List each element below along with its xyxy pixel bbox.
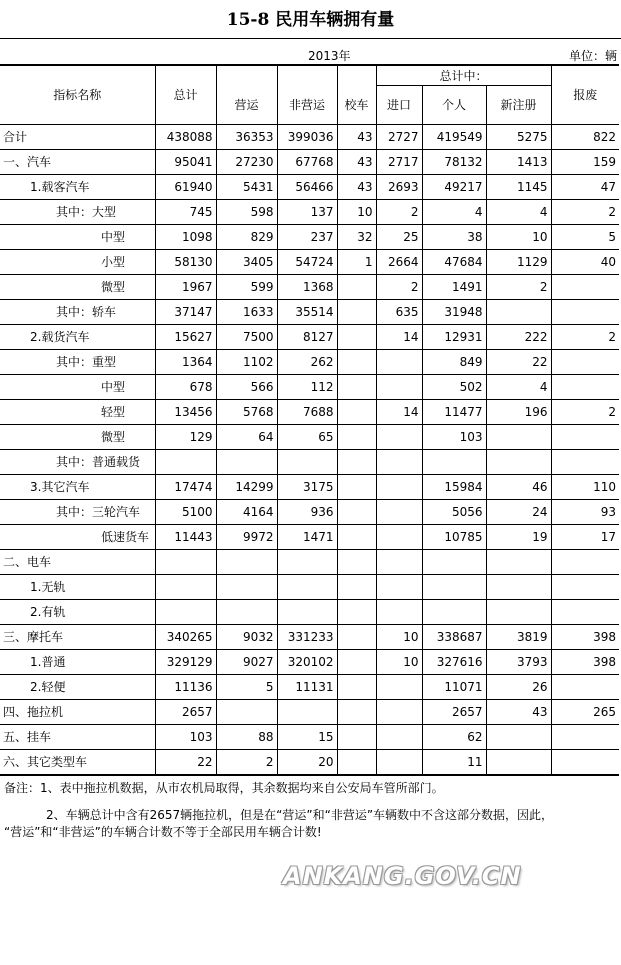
- cell-total: 1364: [155, 349, 216, 374]
- cell-nc: 20: [277, 749, 337, 775]
- cell-c: 9972: [216, 524, 277, 549]
- header-noncommercial: 非营运: [277, 86, 337, 125]
- table-row: [0, 274, 619, 299]
- cell-per: [422, 574, 486, 599]
- row-label: 其中：轿车: [0, 299, 155, 324]
- cell-nc: [277, 449, 337, 474]
- table-row: [0, 249, 619, 274]
- cell-per: 12931: [422, 324, 486, 349]
- cell-total: 103: [155, 724, 216, 749]
- cell-c: 14299: [216, 474, 277, 499]
- cell-school: [337, 324, 376, 349]
- cell-total: 329129: [155, 649, 216, 674]
- cell-c: 829: [216, 224, 277, 249]
- cell-imp: [376, 349, 422, 374]
- page-title: 15-8 民用车辆拥有量: [0, 0, 621, 39]
- cell-imp: 10: [376, 624, 422, 649]
- cell-per: 47684: [422, 249, 486, 274]
- cell-per: 38: [422, 224, 486, 249]
- row-label: 轻型: [0, 399, 155, 424]
- cell-c: [216, 549, 277, 574]
- cell-scrap: 398: [551, 624, 619, 649]
- table-row: [0, 399, 619, 424]
- table-row: [0, 724, 619, 749]
- cell-c: 88: [216, 724, 277, 749]
- header-name: 指标名称: [0, 65, 155, 124]
- cell-scrap: 2: [551, 324, 619, 349]
- cell-per: 31948: [422, 299, 486, 324]
- header-import: 进口: [376, 86, 422, 125]
- cell-imp: [376, 674, 422, 699]
- cell-imp: [376, 449, 422, 474]
- year-label: 2013年: [308, 49, 351, 63]
- cell-scrap: [551, 749, 619, 775]
- table-row: [0, 174, 619, 199]
- cell-scrap: [551, 574, 619, 599]
- cell-new: 4: [486, 199, 551, 224]
- row-label: 小型: [0, 249, 155, 274]
- cell-school: [337, 749, 376, 775]
- cell-per: 2657: [422, 699, 486, 724]
- cell-nc: 7688: [277, 399, 337, 424]
- cell-new: 22: [486, 349, 551, 374]
- cell-nc: [277, 574, 337, 599]
- note-3: “营运”和“非营运”的车辆合计数不等于全部民用车辆合计数!: [4, 825, 322, 839]
- cell-nc: 331233: [277, 624, 337, 649]
- cell-school: 32: [337, 224, 376, 249]
- cell-new: [486, 749, 551, 775]
- cell-scrap: 5: [551, 224, 619, 249]
- cell-c: 3405: [216, 249, 277, 274]
- unit-label: 单位：辆: [568, 49, 617, 63]
- cell-scrap: [551, 349, 619, 374]
- row-label: 其中：三轮汽车: [0, 499, 155, 524]
- cell-total: 11443: [155, 524, 216, 549]
- cell-per: 4: [422, 199, 486, 224]
- cell-nc: 320102: [277, 649, 337, 674]
- cell-new: 5275: [486, 124, 551, 149]
- cell-new: [486, 549, 551, 574]
- cell-total: [155, 574, 216, 599]
- cell-new: 10: [486, 224, 551, 249]
- cell-c: 1633: [216, 299, 277, 324]
- cell-school: [337, 424, 376, 449]
- table-row: [0, 699, 619, 724]
- cell-new: 4: [486, 374, 551, 399]
- note-2: 2、车辆总计中含有2657辆拖拉机，但是在“营运”和“非营运”车辆数中不含这部分数据，因此，: [46, 808, 554, 822]
- table-row: [0, 624, 619, 649]
- cell-imp: [376, 424, 422, 449]
- header-group: 总计中：: [376, 65, 551, 86]
- cell-new: 24: [486, 499, 551, 524]
- cell-school: [337, 599, 376, 624]
- table-row: [0, 299, 619, 324]
- table-row: [0, 449, 619, 474]
- table-row: [0, 574, 619, 599]
- header-total: 总计: [155, 65, 216, 124]
- cell-imp: [376, 724, 422, 749]
- cell-new: [486, 599, 551, 624]
- cell-imp: 14: [376, 324, 422, 349]
- cell-scrap: 159: [551, 149, 619, 174]
- cell-school: 10: [337, 199, 376, 224]
- cell-new: [486, 299, 551, 324]
- cell-school: [337, 699, 376, 724]
- cell-school: [337, 624, 376, 649]
- cell-school: 43: [337, 174, 376, 199]
- row-label: 2.轻便: [0, 674, 155, 699]
- cell-total: 438088: [155, 124, 216, 149]
- table-row: [0, 474, 619, 499]
- row-label: 2.有轨: [0, 599, 155, 624]
- row-label: 低速货车: [0, 524, 155, 549]
- cell-new: 196: [486, 399, 551, 424]
- table-row: [0, 674, 619, 699]
- cell-total: [155, 449, 216, 474]
- cell-per: 11071: [422, 674, 486, 699]
- table-row: [0, 324, 619, 349]
- cell-scrap: [551, 449, 619, 474]
- row-label: 一、汽车: [0, 149, 155, 174]
- cell-new: [486, 449, 551, 474]
- cell-c: 2: [216, 749, 277, 775]
- header-scrap: 报废: [551, 65, 619, 124]
- cell-total: 58130: [155, 249, 216, 274]
- row-label: 中型: [0, 224, 155, 249]
- cell-nc: 15: [277, 724, 337, 749]
- table-row: [0, 349, 619, 374]
- row-label: 3.其它汽车: [0, 474, 155, 499]
- cell-nc: 112: [277, 374, 337, 399]
- cell-imp: 2: [376, 274, 422, 299]
- cell-new: 46: [486, 474, 551, 499]
- cell-school: [337, 399, 376, 424]
- cell-imp: [376, 549, 422, 574]
- row-label: 六、其它类型车: [0, 749, 155, 775]
- cell-c: 5431: [216, 174, 277, 199]
- cell-per: 15984: [422, 474, 486, 499]
- cell-per: 327616: [422, 649, 486, 674]
- row-label: 三、摩托车: [0, 624, 155, 649]
- vehicle-table: [0, 64, 619, 776]
- cell-new: [486, 724, 551, 749]
- cell-imp: [376, 699, 422, 724]
- cell-scrap: [551, 724, 619, 749]
- cell-per: [422, 599, 486, 624]
- table-row: [0, 499, 619, 524]
- cell-scrap: [551, 299, 619, 324]
- cell-nc: 65: [277, 424, 337, 449]
- cell-c: [216, 699, 277, 724]
- cell-c: 9027: [216, 649, 277, 674]
- cell-scrap: 398: [551, 649, 619, 674]
- cell-imp: [376, 749, 422, 775]
- cell-per: 103: [422, 424, 486, 449]
- cell-scrap: 265: [551, 699, 619, 724]
- cell-c: 599: [216, 274, 277, 299]
- cell-total: 1098: [155, 224, 216, 249]
- cell-c: 27230: [216, 149, 277, 174]
- cell-school: [337, 574, 376, 599]
- cell-scrap: 17: [551, 524, 619, 549]
- cell-nc: 54724: [277, 249, 337, 274]
- row-label: 2.载货汽车: [0, 324, 155, 349]
- cell-scrap: 2: [551, 399, 619, 424]
- cell-scrap: [551, 674, 619, 699]
- cell-nc: 399036: [277, 124, 337, 149]
- watermark: ANKANG.GOV.CN: [283, 862, 522, 890]
- cell-total: 2657: [155, 699, 216, 724]
- cell-per: 338687: [422, 624, 486, 649]
- cell-nc: 936: [277, 499, 337, 524]
- row-label: 二、电车: [0, 549, 155, 574]
- cell-imp: 2: [376, 199, 422, 224]
- cell-per: 11477: [422, 399, 486, 424]
- row-label: 其中：普通载货: [0, 449, 155, 474]
- cell-total: 745: [155, 199, 216, 224]
- cell-school: 1: [337, 249, 376, 274]
- cell-school: [337, 549, 376, 574]
- cell-c: 7500: [216, 324, 277, 349]
- cell-school: [337, 474, 376, 499]
- table-row: [0, 374, 619, 399]
- cell-imp: [376, 474, 422, 499]
- cell-new: 43: [486, 699, 551, 724]
- cell-imp: [376, 599, 422, 624]
- table-row: [0, 149, 619, 174]
- cell-c: 5: [216, 674, 277, 699]
- cell-nc: 262: [277, 349, 337, 374]
- cell-per: 849: [422, 349, 486, 374]
- cell-new: 1145: [486, 174, 551, 199]
- cell-per: 502: [422, 374, 486, 399]
- cell-c: 598: [216, 199, 277, 224]
- cell-total: [155, 599, 216, 624]
- cell-c: 566: [216, 374, 277, 399]
- cell-imp: 25: [376, 224, 422, 249]
- header-blank: [337, 65, 376, 86]
- cell-c: [216, 449, 277, 474]
- row-label: 1.载客汽车: [0, 174, 155, 199]
- cell-c: [216, 574, 277, 599]
- cell-school: [337, 299, 376, 324]
- row-label: 其中：大型: [0, 199, 155, 224]
- cell-imp: [376, 524, 422, 549]
- table-row: [0, 424, 619, 449]
- cell-per: [422, 549, 486, 574]
- cell-school: [337, 724, 376, 749]
- cell-per: 419549: [422, 124, 486, 149]
- cell-nc: 56466: [277, 174, 337, 199]
- cell-total: 13456: [155, 399, 216, 424]
- cell-new: 26: [486, 674, 551, 699]
- row-label: 其中：重型: [0, 349, 155, 374]
- table-row: [0, 549, 619, 574]
- cell-total: 95041: [155, 149, 216, 174]
- cell-per: 1491: [422, 274, 486, 299]
- cell-imp: 2727: [376, 124, 422, 149]
- cell-nc: [277, 699, 337, 724]
- cell-per: 62: [422, 724, 486, 749]
- cell-new: [486, 574, 551, 599]
- cell-nc: 8127: [277, 324, 337, 349]
- cell-per: [422, 449, 486, 474]
- cell-total: 17474: [155, 474, 216, 499]
- cell-total: 15627: [155, 324, 216, 349]
- cell-scrap: 110: [551, 474, 619, 499]
- cell-nc: 11131: [277, 674, 337, 699]
- cell-scrap: 822: [551, 124, 619, 149]
- cell-c: 64: [216, 424, 277, 449]
- table-row: [0, 749, 619, 775]
- row-label: 1.普通: [0, 649, 155, 674]
- row-label: 微型: [0, 424, 155, 449]
- cell-scrap: [551, 599, 619, 624]
- cell-nc: 3175: [277, 474, 337, 499]
- cell-new: 3819: [486, 624, 551, 649]
- cell-total: 340265: [155, 624, 216, 649]
- cell-per: 49217: [422, 174, 486, 199]
- cell-nc: [277, 599, 337, 624]
- table-row: [0, 524, 619, 549]
- cell-nc: 67768: [277, 149, 337, 174]
- table-row: [0, 649, 619, 674]
- cell-imp: [376, 574, 422, 599]
- cell-per: 5056: [422, 499, 486, 524]
- cell-total: 5100: [155, 499, 216, 524]
- table-row: [0, 199, 619, 224]
- cell-nc: 35514: [277, 299, 337, 324]
- row-label: 合计: [0, 124, 155, 149]
- cell-c: [216, 599, 277, 624]
- cell-scrap: 40: [551, 249, 619, 274]
- cell-imp: 2664: [376, 249, 422, 274]
- header-personal: 个人: [422, 86, 486, 125]
- cell-nc: [277, 549, 337, 574]
- header-blank: [216, 65, 277, 86]
- cell-school: [337, 524, 376, 549]
- cell-school: [337, 649, 376, 674]
- cell-c: 1102: [216, 349, 277, 374]
- cell-total: 61940: [155, 174, 216, 199]
- table-row: [0, 599, 619, 624]
- row-label: 微型: [0, 274, 155, 299]
- cell-imp: 14: [376, 399, 422, 424]
- header-new: 新注册: [486, 86, 551, 125]
- row-label: 中型: [0, 374, 155, 399]
- cell-school: [337, 674, 376, 699]
- table-row: [0, 224, 619, 249]
- cell-total: 11136: [155, 674, 216, 699]
- cell-total: 129: [155, 424, 216, 449]
- cell-nc: 1368: [277, 274, 337, 299]
- cell-c: 4164: [216, 499, 277, 524]
- cell-school: [337, 374, 376, 399]
- cell-new: 2: [486, 274, 551, 299]
- header-blank: [277, 65, 337, 86]
- header-commercial: 营运: [216, 86, 277, 125]
- cell-imp: 10: [376, 649, 422, 674]
- cell-nc: 137: [277, 199, 337, 224]
- cell-scrap: 2: [551, 199, 619, 224]
- cell-school: [337, 499, 376, 524]
- header-school: 校车: [337, 86, 376, 125]
- cell-school: 43: [337, 124, 376, 149]
- cell-total: 22: [155, 749, 216, 775]
- cell-c: 5768: [216, 399, 277, 424]
- cell-scrap: [551, 374, 619, 399]
- cell-per: 10785: [422, 524, 486, 549]
- cell-total: 1967: [155, 274, 216, 299]
- cell-per: 11: [422, 749, 486, 775]
- cell-school: 43: [337, 149, 376, 174]
- cell-total: [155, 549, 216, 574]
- cell-school: [337, 349, 376, 374]
- note-1: 备注：1、表中拖拉机数据，从市农机局取得，其余数据均来自公安局车管所部门。: [4, 781, 444, 795]
- cell-imp: 2693: [376, 174, 422, 199]
- cell-total: 37147: [155, 299, 216, 324]
- row-label: 1.无轨: [0, 574, 155, 599]
- cell-school: [337, 274, 376, 299]
- cell-imp: [376, 499, 422, 524]
- cell-imp: 2717: [376, 149, 422, 174]
- cell-new: 3793: [486, 649, 551, 674]
- cell-new: 1129: [486, 249, 551, 274]
- cell-c: 36353: [216, 124, 277, 149]
- cell-nc: 237: [277, 224, 337, 249]
- cell-nc: 1471: [277, 524, 337, 549]
- cell-scrap: [551, 274, 619, 299]
- cell-per: 78132: [422, 149, 486, 174]
- cell-scrap: [551, 424, 619, 449]
- cell-scrap: 47: [551, 174, 619, 199]
- row-label: 五、挂车: [0, 724, 155, 749]
- cell-new: [486, 424, 551, 449]
- cell-new: 1413: [486, 149, 551, 174]
- cell-c: 9032: [216, 624, 277, 649]
- cell-school: [337, 449, 376, 474]
- cell-new: 19: [486, 524, 551, 549]
- cell-scrap: [551, 549, 619, 574]
- cell-scrap: 93: [551, 499, 619, 524]
- cell-total: 678: [155, 374, 216, 399]
- row-label: 四、拖拉机: [0, 699, 155, 724]
- cell-new: 222: [486, 324, 551, 349]
- cell-imp: 635: [376, 299, 422, 324]
- cell-imp: [376, 374, 422, 399]
- table-row: [0, 124, 619, 149]
